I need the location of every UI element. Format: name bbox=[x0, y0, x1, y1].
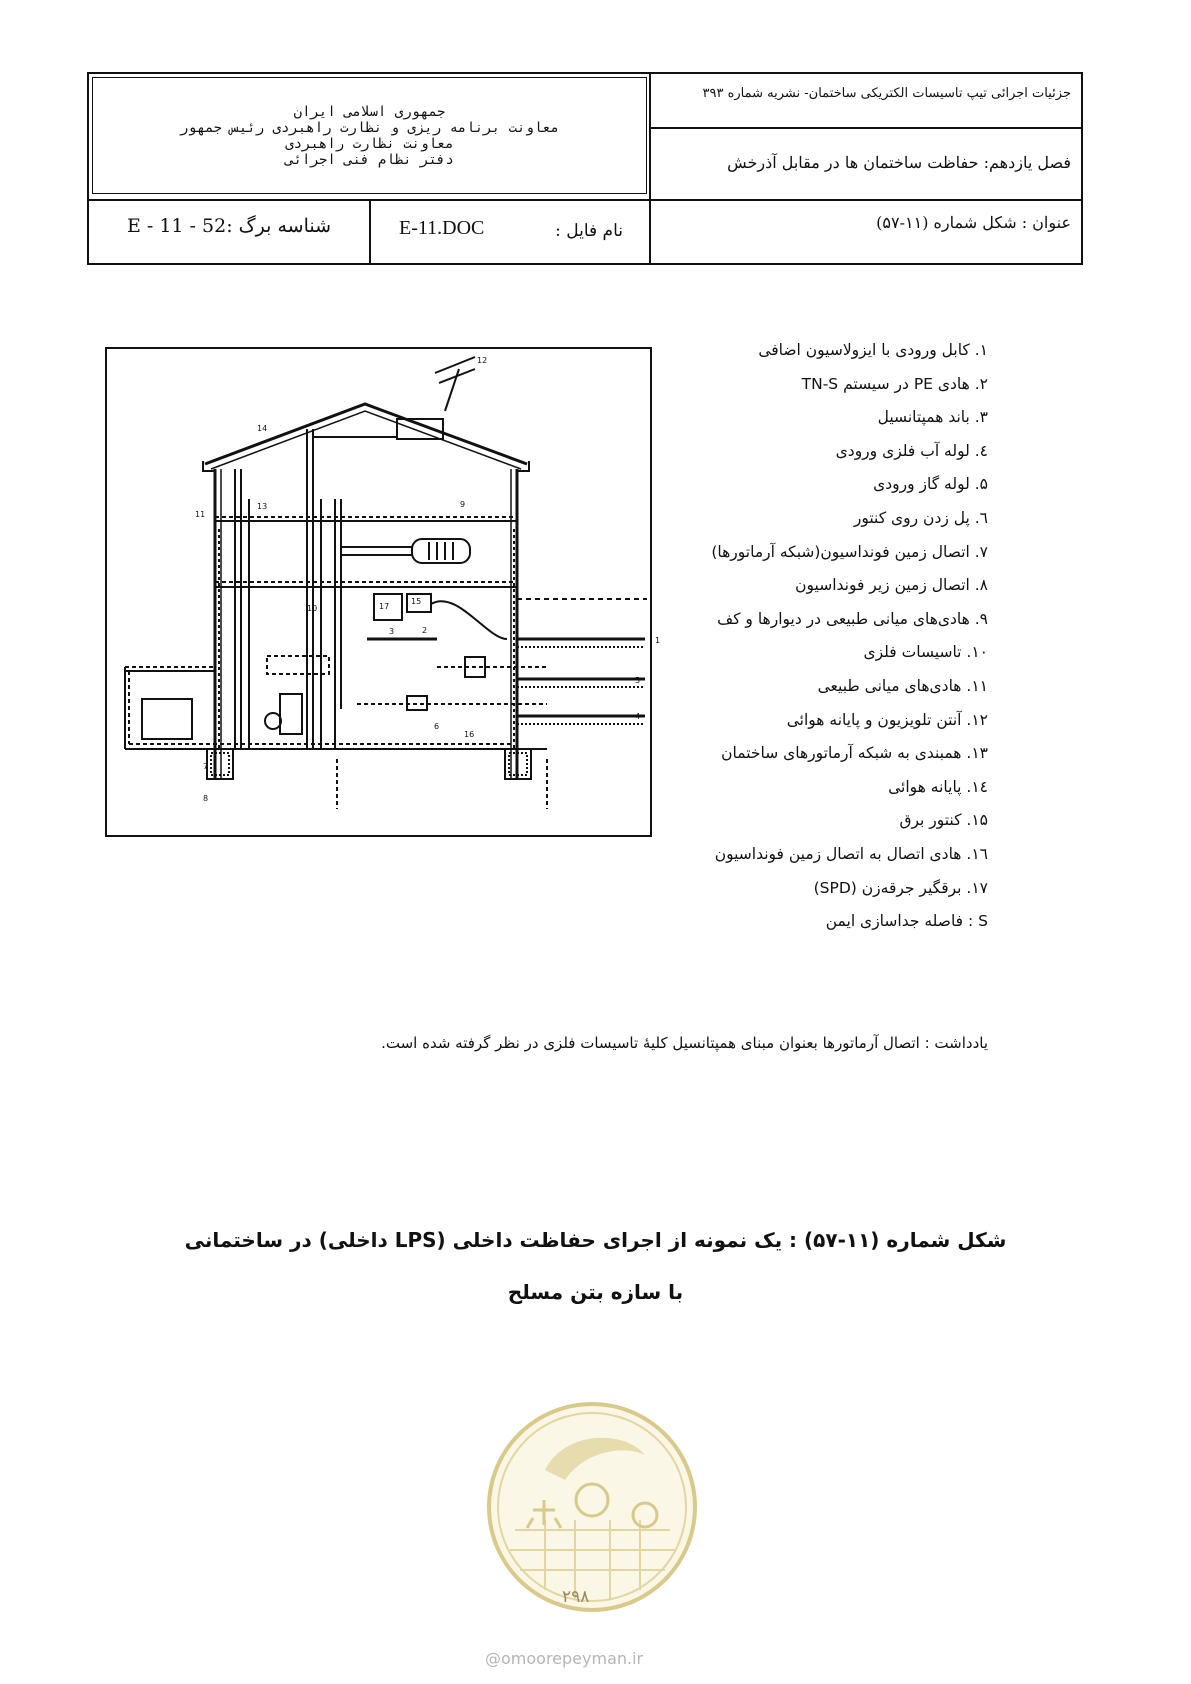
legend-item: ۱٦. هادی اتصال به اتصال زمین فونداسیون bbox=[714, 844, 988, 863]
legend-item: ۱۰. تاسیسات فلزی bbox=[863, 643, 988, 662]
file-name-cell bbox=[369, 201, 649, 263]
legend-item: ۱. کابل ورودی با ایزولاسیون اضافی bbox=[758, 341, 988, 359]
org-line: معاونت برنامه ریزی و نظارت راهبردی رئیس جمهور bbox=[179, 120, 560, 136]
sheet-id: E - 11 - 52: شناسه برگ bbox=[126, 215, 332, 237]
legend-list bbox=[558, 334, 988, 939]
document-header bbox=[87, 72, 1083, 265]
legend-item: ۸. اتصال زمین زیر فونداسیون bbox=[795, 576, 988, 595]
website-watermark: @omoorepeyman.ir bbox=[485, 1649, 644, 1668]
legend-item: ۱۷. برقگیر جرقه‌زن (SPD) bbox=[813, 878, 988, 897]
figure-note: یادداشت : اتصال آرماتورها بعنوان مبنای همپتانسیل کلیهٔ تاسیسات فلزی در نظر گرفته شده است. bbox=[381, 1034, 988, 1052]
legend-item: ۲. هادی PE در سیستم TN-S bbox=[801, 374, 988, 393]
page-number: ۲۹۸ bbox=[562, 1587, 590, 1607]
legend-item: ۱۱. هادی‌های میانی طبیعی bbox=[817, 676, 988, 695]
legend-item: ۱۲. آنتن تلویزیون و پایانه هوائی bbox=[786, 710, 988, 729]
figure-label-5: 5 bbox=[635, 676, 641, 685]
figure-label-10: 10 bbox=[307, 604, 318, 613]
legend-item: ۷. اتصال زمین فونداسیون(شبکه آرماتورها) bbox=[711, 542, 988, 561]
legend-item: ۵. لوله گاز ورودی bbox=[873, 475, 988, 494]
figure-label-15: 15 bbox=[411, 597, 422, 606]
legend-item: S : فاصله جداسازی ایمن bbox=[825, 912, 988, 931]
figure-label-4: 4 bbox=[635, 712, 641, 721]
legend-item: ٦. پل زدن روی کنتور bbox=[853, 508, 988, 527]
series-title: جزئيات اجرائی تیپ تاسیسات الکتریکی ساختمان- نشریه شماره ۳۹۳ bbox=[702, 86, 1071, 101]
figure-label-17: 17 bbox=[379, 602, 390, 611]
figure-caption-continued: با سازه بتن مسلح bbox=[507, 1280, 684, 1304]
legend-item: ٤. لوله آب فلزی ورودی bbox=[835, 441, 988, 460]
figure-label-3: 3 bbox=[389, 627, 395, 636]
figure-label-1: 1 bbox=[655, 636, 661, 645]
legend-item: ۱٤. پایانه هوائی bbox=[888, 777, 988, 796]
publisher-seal-logo bbox=[485, 1400, 700, 1615]
file-name-value: E-11.DOC bbox=[399, 217, 485, 239]
org-line: جمهوری اسلامی ایران bbox=[293, 104, 446, 120]
legend-item: ۳. باند همپتانسیل bbox=[877, 408, 988, 427]
figure-label-6: 6 bbox=[434, 722, 440, 731]
figure-title: عنوان : شکل شماره (۱۱-۵۷) bbox=[876, 213, 1071, 232]
organization-block bbox=[92, 77, 647, 194]
file-name-label: نام فایل : bbox=[555, 221, 623, 241]
figure-label-16: 16 bbox=[464, 730, 475, 739]
figure-label-8: 8 bbox=[203, 794, 209, 803]
org-line: معاونت نظارت راهبردی bbox=[285, 136, 454, 152]
figure-label-2: 2 bbox=[422, 626, 428, 635]
org-line: دفتر نظام فنی اجرائی bbox=[285, 152, 454, 168]
figure-caption: شکل شماره (۱۱-۵۷) : یک نمونه از اجرای حفاظت داخلی (LPS داخلی) در ساختمانی bbox=[184, 1228, 1007, 1252]
figure-label-12: 12 bbox=[477, 356, 488, 365]
chapter-title: فصل یازدهم: حفاظت ساختمان ها در مقابل آذرخش bbox=[727, 153, 1071, 172]
legend-item: ۱۵. کنتور برق bbox=[899, 811, 988, 830]
figure-label-14: 14 bbox=[257, 424, 268, 433]
figure-label-9: 9 bbox=[460, 500, 466, 509]
figure-label-7: 7 bbox=[203, 762, 209, 771]
figure-label-11: 11 bbox=[195, 510, 206, 519]
legend-item: ۱۳. همبندی به شبکه آرماتورهای ساختمان bbox=[721, 744, 988, 763]
figure-label-13: 13 bbox=[257, 502, 268, 511]
legend-item: ۹. هادی‌های میانی طبیعی در دیوارها و کف bbox=[717, 609, 988, 628]
